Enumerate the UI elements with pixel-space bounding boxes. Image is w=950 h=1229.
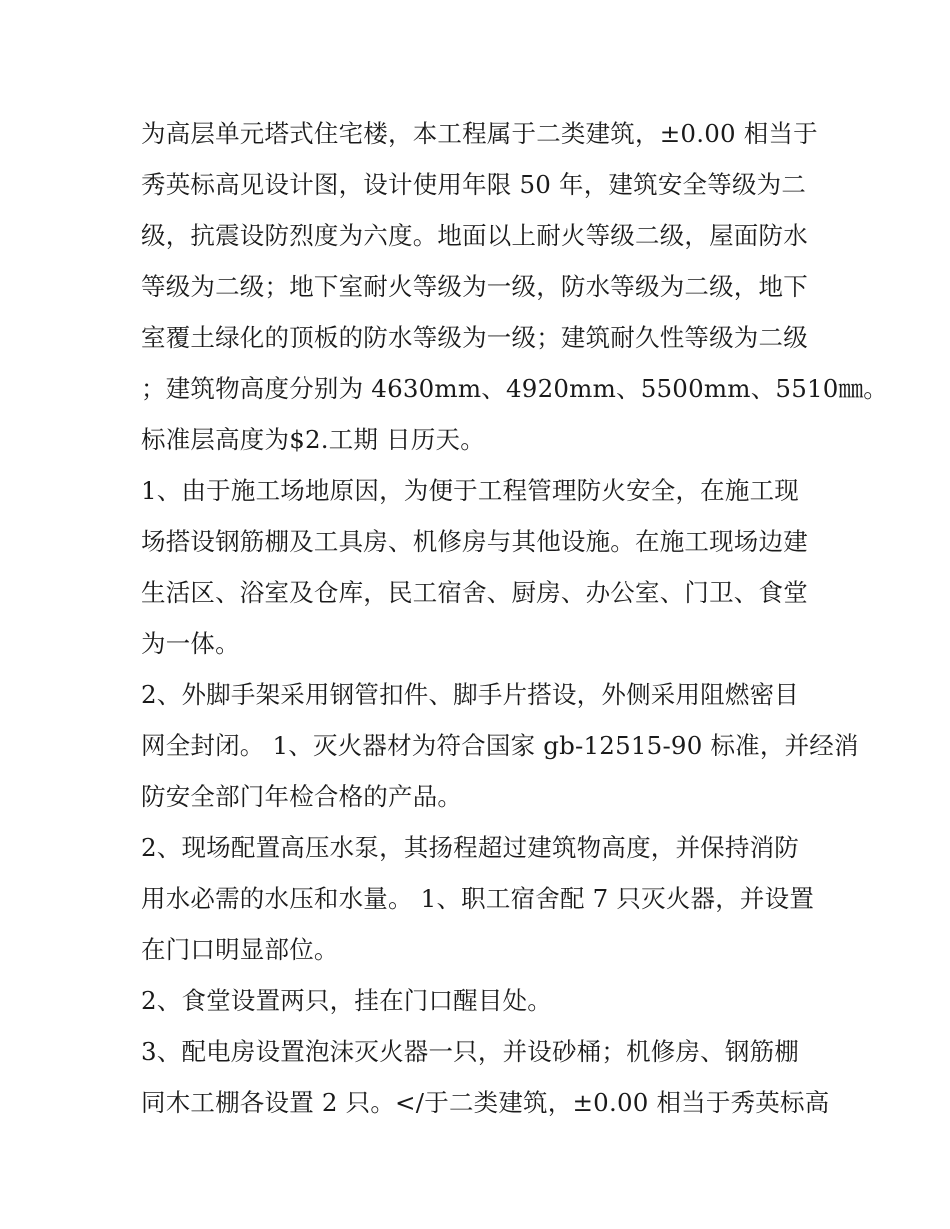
- text-line: 标准层高度为$2.工期 日历天。: [141, 425, 485, 454]
- document-body: [141, 108, 888, 1128]
- text-line: 等级为二级；地下室耐火等级为一级，防水等级为二级，地下: [141, 272, 808, 301]
- text-line: 2、食堂设置两只，挂在门口醒目处。: [141, 986, 552, 1015]
- text-line: 秀英标高见设计图，设计使用年限 50 年，建筑安全等级为二: [141, 170, 807, 199]
- text-line: 1、由于施工场地原因，为便于工程管理防火安全，在施工现: [141, 476, 799, 505]
- text-line: 室覆土绿化的顶板的防水等级为一级；建筑耐久性等级为二级: [141, 323, 808, 352]
- text-line: 场搭设钢筋棚及工具房、机修房与其他设施。在施工现场边建: [141, 527, 808, 556]
- text-line: 2、现场配置高压水泵，其扬程超过建筑物高度，并保持消防: [141, 833, 799, 862]
- text-line: 3、配电房设置泡沫灭火器一只，并设砂桶；机修房、钢筋棚: [141, 1037, 799, 1066]
- text-line: 网全封闭。 1、灭火器材为符合国家 gb-12515-90 标准，并经消: [141, 731, 859, 760]
- text-line: 为一体。: [141, 629, 240, 658]
- text-line: 防安全部门年检合格的产品。: [141, 782, 463, 811]
- text-line: 为高层单元塔式住宅楼，本工程属于二类建筑，±0.00 相当于: [141, 119, 818, 148]
- text-line: 同木工棚各设置 2 只。</于二类建筑，±0.00 相当于秀英标高: [141, 1088, 830, 1117]
- text-line: 级，抗震设防烈度为六度。地面以上耐火等级二级，屋面防水: [141, 221, 808, 250]
- text-line: 在门口明显部位。: [141, 935, 339, 964]
- text-line: 生活区、浴室及仓库，民工宿舍、厨房、办公室、门卫、食堂: [141, 578, 808, 607]
- text-line: 2、外脚手架采用钢管扣件、脚手片搭设，外侧采用阻燃密目: [141, 680, 799, 709]
- text-line: 用水必需的水压和水量。 1、职工宿舍配 7 只灭火器，并设置: [141, 884, 815, 913]
- text-line: ；建筑物高度分别为 4630mm、4920mm、5500mm、5510㎜。: [141, 374, 888, 403]
